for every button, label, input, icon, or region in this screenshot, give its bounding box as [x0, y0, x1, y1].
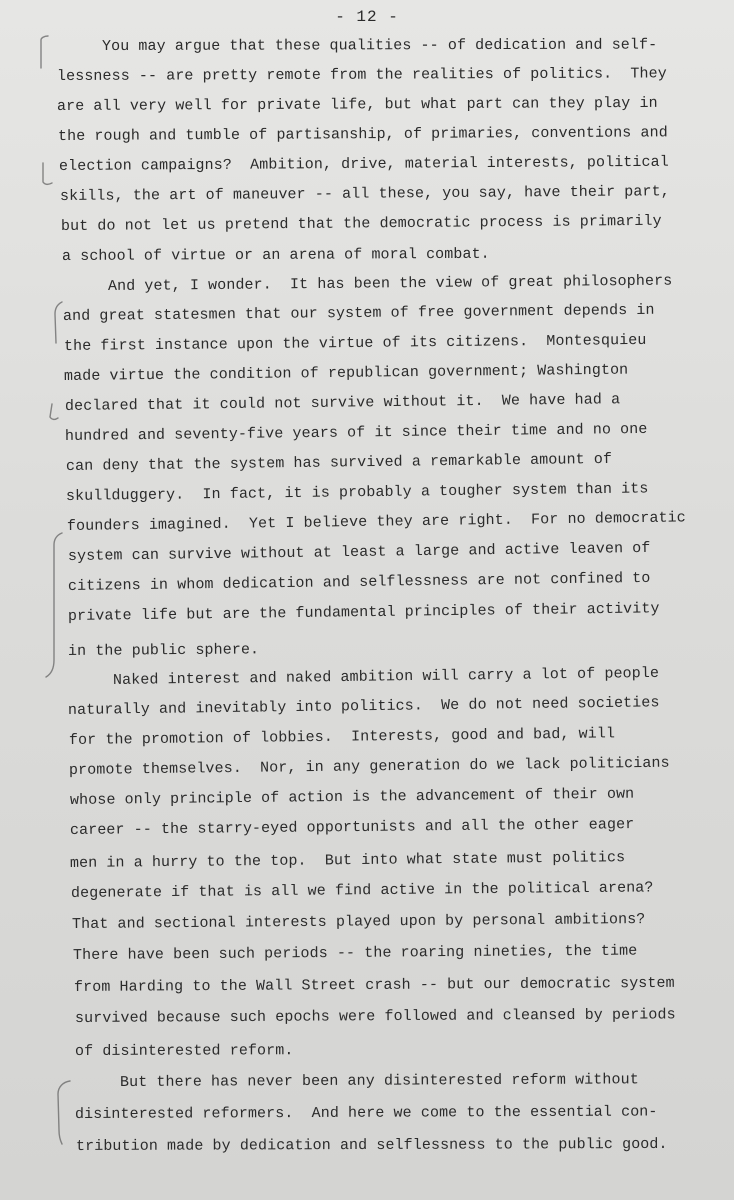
text-line: made virtue the condition of republican government; Washington: [63, 361, 629, 385]
text-line: whose only principle of action is the advancement of their own: [69, 785, 635, 809]
text-line: But there has never been any disinterested reform without: [119, 1071, 639, 1091]
text-line: promote themselves. Nor, in any generation do we lack politicians: [68, 754, 670, 779]
text-line: and great statesmen that our system of free government depends in: [62, 301, 655, 325]
text-line: but do not let us pretend that the democratic process is primarily: [60, 212, 662, 235]
text-line: founders imagined. Yet I believe they are right. For no democratic: [66, 509, 686, 535]
page-number: - 12 -: [335, 8, 399, 26]
text-line: You may argue that these qualities -- of dedication and self-: [101, 36, 658, 55]
text-line: There have been such periods -- the roaring nineties, the time: [72, 942, 638, 964]
text-line: can deny that the system has survived a remarkable amount of: [65, 450, 613, 475]
text-line: Naked interest and naked ambition will carry a lot of people: [112, 664, 660, 689]
text-line: disinterested reformers. And here we come to the essential con-: [74, 1103, 658, 1123]
text-line: naturally and inevitably into politics. We do not need societies: [67, 694, 660, 719]
text-line: men in a hurry to the top. But into what state must politics: [69, 849, 626, 872]
text-line: survived because such epochs were followed and cleansed by periods: [74, 1006, 676, 1027]
text-line: tribution made by dedication and selflessness to the public good.: [75, 1135, 668, 1155]
text-line: hundred and seventy-five years of it since their time and no one: [64, 420, 648, 445]
text-line: in the public sphere.: [67, 641, 260, 660]
text-line: a school of virtue or an arena of moral combat.: [61, 245, 490, 265]
text-line: private life but are the fundamental principles of their activity: [67, 600, 660, 625]
text-line: are all very well for private life, but what part can they play in: [56, 94, 658, 115]
text-line: And yet, I wonder. It has been the view of great philosophers: [107, 272, 673, 295]
text-line: That and sectional interests played upon by personal ambitions?: [71, 910, 646, 933]
text-line: of disinterested reform.: [74, 1042, 294, 1060]
text-line: the rough and tumble of partisanship, of primaries, conventions and: [57, 124, 668, 145]
text-line: from Harding to the Wall Street crash -- but our democratic system: [73, 974, 675, 996]
text-line: career -- the starry-eyed opportunists and all the other eager: [69, 816, 635, 839]
text-line: skullduggery. In fact, it is probably a tougher system than its: [65, 480, 649, 505]
text-line: citizens in whom dedication and selflessness are not confined to: [67, 569, 651, 595]
text-line: the first instance upon the virtue of its citizens. Montesquieu: [63, 331, 647, 355]
text-line: declared that it could not survive without it. We have had a: [64, 391, 621, 415]
text-line: skills, the art of maneuver -- all these, you say, have their part,: [59, 183, 670, 205]
text-line: lessness -- are pretty remote from the realities of politics. They: [56, 65, 667, 85]
text-line: election campaigns? Ambition, drive, material interests, political: [58, 153, 669, 175]
text-line: for the promotion of lobbies. Interests, good and bad, will: [68, 725, 616, 749]
text-line: degenerate if that is all we find active in the political arena?: [70, 879, 654, 902]
text-line: system can survive without at least a large and active leaven of: [67, 539, 651, 565]
